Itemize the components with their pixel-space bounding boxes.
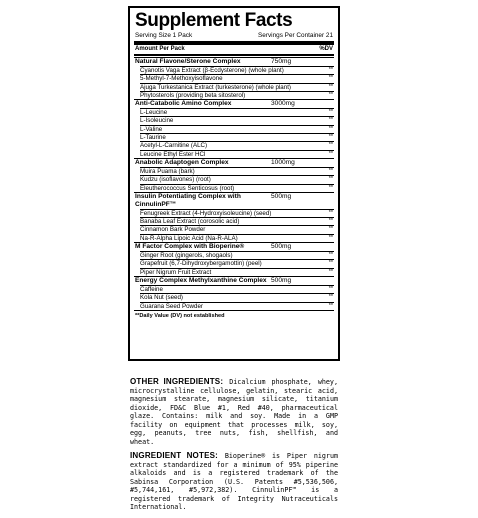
group-header xyxy=(134,243,334,251)
ingredient-name: L-Isoleucine xyxy=(140,117,174,125)
ingredient-dv: ** xyxy=(328,109,333,116)
ingredient-group xyxy=(134,242,334,276)
ingredient-row xyxy=(140,285,334,293)
ingredient-name: Leucine Ethyl Ester HCl xyxy=(140,150,206,158)
ingredient-row xyxy=(140,268,334,276)
ingredient-dv: ** xyxy=(328,142,333,149)
ingredient-row xyxy=(140,209,334,217)
ingredient-name: Banaba Leaf Extract (corosolic acid) xyxy=(140,218,240,226)
ingredient-name: Ajuga Turkestanica Extract (turkesterone) (whole plant) xyxy=(140,83,291,91)
ingredient-row xyxy=(140,108,334,116)
other-ingredients xyxy=(130,378,338,446)
ingredient-dv: ** xyxy=(328,285,333,292)
ingredient-notes xyxy=(130,452,338,512)
ingredient-row xyxy=(140,150,334,158)
ingredient-name: L-Leucine xyxy=(140,109,168,117)
ingredient-name: L-Taurine xyxy=(140,134,166,142)
ingredient-dv: ** xyxy=(328,83,333,90)
other-ingredients-text: Dicalcium phosphate, whey, microcrystalline cellulose, gelatin, stearic acid, magnesium stearate, magnesium silicate, titanium dioxide, FD&C Blue #1, Red #40, pharmaceutical glaze. Contains: milk and soy. Made in a GMP facility on equipment that processes milk, soy, egg, peanuts, tree nuts, fish, shellfish, and wheat. xyxy=(130,378,338,446)
ingredient-dv: ** xyxy=(328,252,333,259)
ingredient-row xyxy=(140,74,334,82)
group-name: Anti-Catabolic Amino Complex xyxy=(135,100,232,108)
ingredient-dv: ** xyxy=(328,260,333,267)
ingredient-dv: ** xyxy=(328,176,333,183)
ingredient-row xyxy=(140,116,334,124)
ingredient-name: Piper Nigrum Fruit Extract xyxy=(140,268,212,276)
group-name: Energy Complex Methylxanthine Complex xyxy=(135,276,267,284)
ingredient-row xyxy=(140,141,334,149)
ingredient-name: Muira Puama (bark) xyxy=(140,167,195,175)
group-name: Insulin Potentiating Complex with CinnulinPF™ xyxy=(135,192,241,208)
ingredient-notes-text: Bioperine® is Piper nigrum extract standardized for a minimum of 95% piperine alkaloids and is a registered trademark of the Sabinsa Corporation (U.S. Patents #5,536,506, #5,744,161, #5,972,382). CinnulinPF™ is a registered trademark of Integrity Nutraceuticals International. xyxy=(130,452,338,511)
ingredient-row xyxy=(140,251,334,259)
amount-header xyxy=(134,46,334,53)
ingredient-dv: ** xyxy=(328,184,333,191)
ingredient-name: Grapefruit (6,7-Dihydroxybergamottin) (peel) xyxy=(140,260,262,268)
ingredient-dv: ** xyxy=(328,91,333,98)
ingredient-name: Ginger Root (gingerols, shogaols) xyxy=(140,252,233,260)
ingredient-group xyxy=(134,276,334,310)
ingredient-dv: ** xyxy=(328,234,333,241)
ingredient-notes-label: INGREDIENT NOTES: xyxy=(130,451,218,460)
ingredient-dv: ** xyxy=(328,150,333,157)
ingredient-row xyxy=(140,83,334,91)
group-name: M Factor Complex with Bioperine® xyxy=(135,243,245,251)
ingredient-name: Acetyl-L-Carnitine (ALC) xyxy=(140,142,208,150)
ingredient-name: Fenugreek Extract (4-Hydroxyisoleucine) (seed) xyxy=(140,209,272,217)
ingredient-row xyxy=(140,234,334,242)
ingredient-name: Kudzu (isoflavones) (root) xyxy=(140,176,211,184)
ingredient-dv: ** xyxy=(328,125,333,132)
panel-title: Supplement Facts xyxy=(135,10,293,31)
ingredient-row xyxy=(140,302,334,310)
ingredient-name: Na-R-Alpha Lipoic Acid (Na-R-ALA) xyxy=(140,234,238,242)
group-amount: 3000mg xyxy=(271,100,295,108)
ingredient-dv: ** xyxy=(328,294,333,301)
group-name: Anabolic Adaptogen Complex xyxy=(135,158,229,166)
ingredient-row xyxy=(140,184,334,192)
ingredient-name: Cinnamon Bark Powder xyxy=(140,226,206,234)
ingredient-group xyxy=(134,192,334,242)
dv-footnote: **Daily Value (DV) not established xyxy=(134,310,334,322)
ingredient-row xyxy=(140,125,334,133)
ingredient-row xyxy=(140,217,334,225)
ingredient-row xyxy=(140,175,334,183)
ingredient-dv: ** xyxy=(328,209,333,216)
group-name: Natural Flavone/Sterone Complex xyxy=(135,58,241,65)
ingredient-dv: ** xyxy=(328,67,333,73)
serving-info xyxy=(134,32,334,40)
ingredient-name: 5-Methyl-7-Methoxyisoflavone xyxy=(140,75,223,83)
ingredient-group xyxy=(134,57,334,99)
ingredient-name: Caffeine xyxy=(140,285,163,293)
ingredient-name: L-Valine xyxy=(140,125,163,133)
ingredient-dv: ** xyxy=(328,226,333,233)
ingredient-dv: ** xyxy=(328,268,333,275)
ingredient-name: Guarana Seed Powder xyxy=(140,302,203,310)
group-amount: 1000mg xyxy=(271,158,295,166)
ingredient-name: Eleutherococcus Senticosus (root) xyxy=(140,184,235,192)
ingredient-name: Phytosterols (providing beta sitosterol) xyxy=(140,91,246,99)
group-amount: 500mg xyxy=(271,276,292,284)
amount-per-pack-label: Amount Per Pack xyxy=(135,46,185,52)
ingredient-dv: ** xyxy=(328,167,333,174)
ingredient-dv: ** xyxy=(328,134,333,141)
ingredient-dv: ** xyxy=(328,302,333,309)
group-amount: 500mg xyxy=(271,243,292,251)
ingredient-dv: ** xyxy=(328,75,333,82)
ingredient-name: Cyanotis Vaga Extract (β-Ecdysterone) (whole plant) xyxy=(140,67,284,74)
dv-header: %DV xyxy=(319,46,333,52)
ingredient-name: Kola Nut (seed) xyxy=(140,294,183,302)
servings-per-container: Servings Per Container 21 xyxy=(258,32,333,39)
ingredient-dv: ** xyxy=(328,117,333,124)
ingredient-row xyxy=(140,167,334,175)
ingredient-row xyxy=(140,66,334,74)
ingredient-row xyxy=(140,91,334,99)
group-header xyxy=(134,58,334,66)
ingredient-row xyxy=(140,293,334,301)
group-header xyxy=(134,277,334,285)
ingredient-dv: ** xyxy=(328,218,333,225)
group-header xyxy=(134,159,334,167)
group-header xyxy=(134,193,334,209)
thick-divider xyxy=(134,41,334,45)
ingredient-group xyxy=(134,99,334,158)
group-amount: 500mg xyxy=(271,192,292,200)
supplement-facts-panel xyxy=(128,6,340,361)
ingredient-groups xyxy=(134,57,334,310)
group-header xyxy=(134,100,334,108)
other-ingredients-label: OTHER INGREDIENTS: xyxy=(130,377,224,386)
serving-size: Serving Size 1 Pack xyxy=(135,32,193,39)
label-text-section xyxy=(130,378,338,518)
group-amount: 750mg xyxy=(271,58,292,65)
ingredient-row xyxy=(140,225,334,233)
ingredient-group xyxy=(134,158,334,192)
medium-divider xyxy=(134,54,334,56)
ingredient-row xyxy=(140,133,334,141)
ingredient-row xyxy=(140,259,334,267)
